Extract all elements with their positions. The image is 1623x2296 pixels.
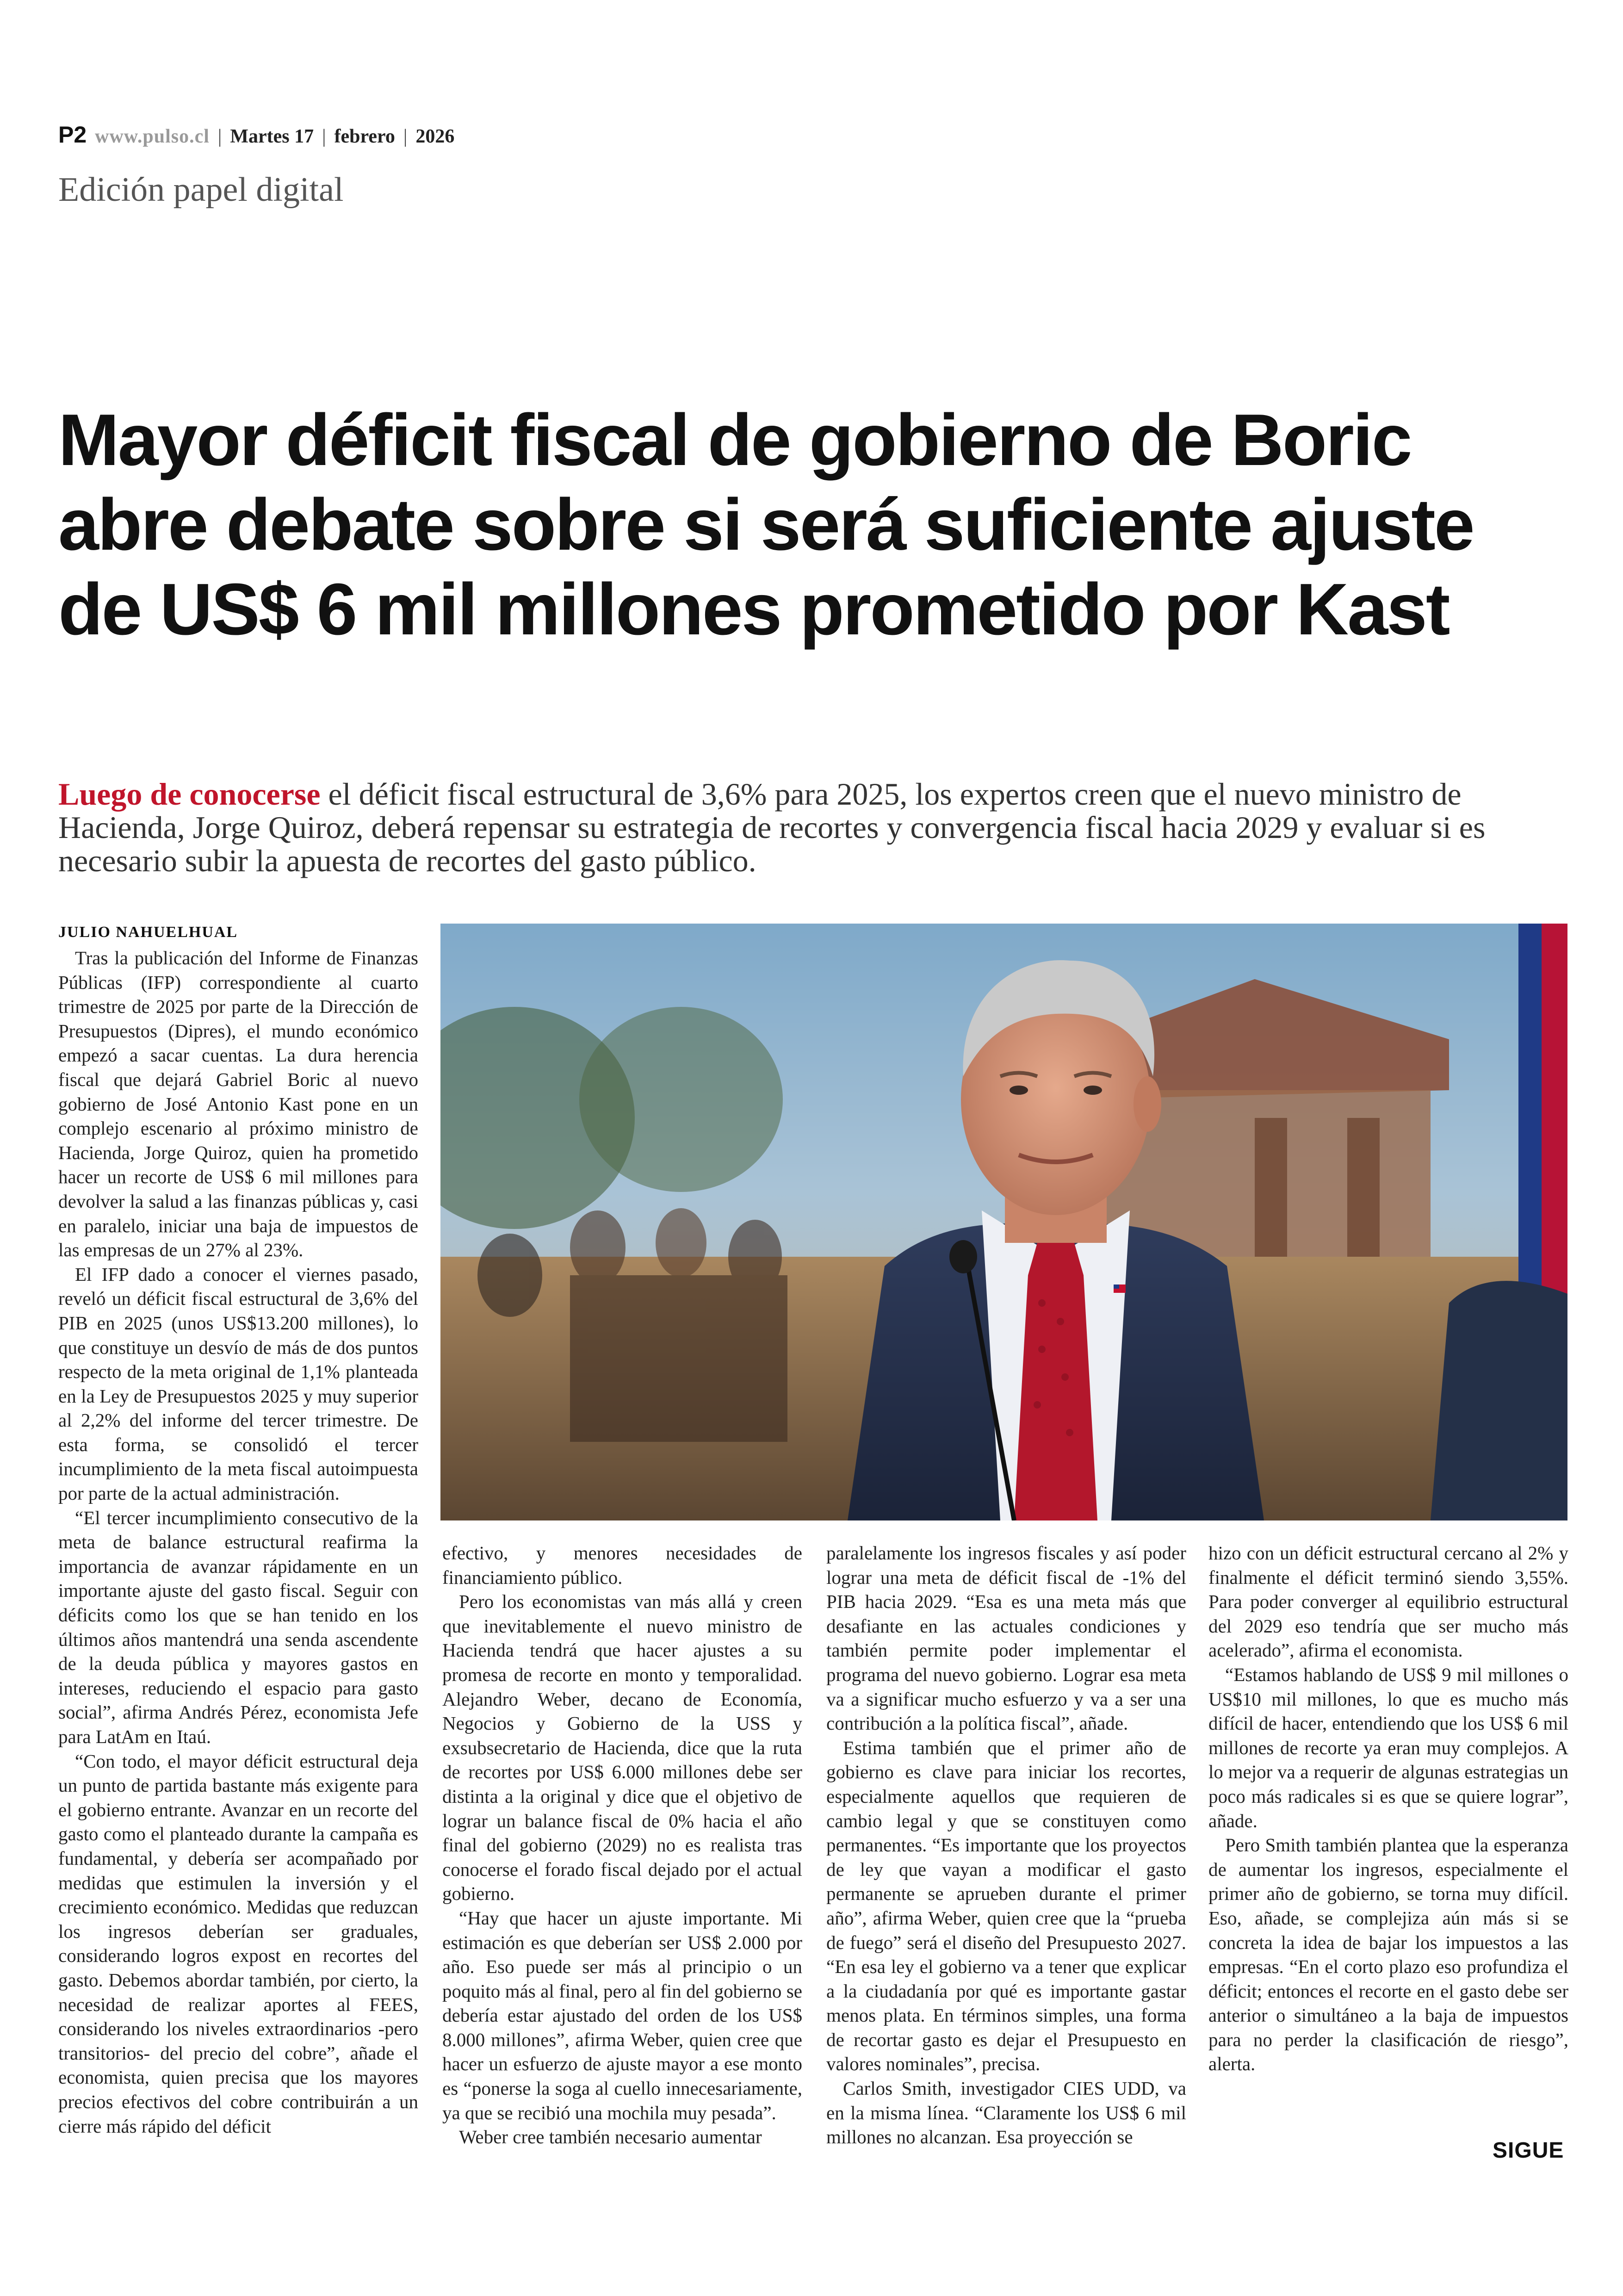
article-column-1 (58, 946, 418, 2177)
header-separator: | (403, 126, 408, 147)
header-separator: | (322, 126, 326, 147)
article-column-3 (826, 1541, 1186, 2170)
paragraph: efectivo, y menores necesidades de financiamiento público. (442, 1542, 802, 1588)
paragraph: Pero Smith también plantea que la esperanza de aumentar los ingresos, especialmente el primer año de gobierno, se torna muy difícil. Eso, añade, se complejiza aún más si se concreta la idea de bajar los impuestos a las empresas. “En el corto plazo eso profundiza el déficit; entonces el recorte en el gasto debe ser anterior o simultáneo a la baja de impuestos para no perder la clasificación de riesgo”, alerta. (1208, 1834, 1568, 2075)
paragraph: “El tercer incumplimiento consecutivo de la meta de balance estructural reafirma la importancia de avanzar rápidamente en un importante ajuste del gasto fiscal. Seguir con déficits como los que se han tenido en los últimos años mantendrá una senda ascendente de la deuda pública y mayores gastos en intereses, reduciendo el espacio para gasto social”, afirma Andrés Pérez, economista Jefe para LatAm en Itaú. (58, 1507, 418, 1747)
article-deck (58, 777, 1567, 877)
edition-label: Edición papel digital (58, 171, 344, 209)
paragraph: hizo con un déficit estructural cercano al 2% y finalmente el déficit terminó siendo 3,55%. Para poder converger al equilibrio estructural del 2029 eso tendría que ser mucho más acelerado”, afirma el economista. (1208, 1542, 1568, 1661)
site-url[interactable]: www.pulso.cl (95, 126, 210, 147)
byline: JULIO NAHUELHUAL (58, 924, 238, 941)
date-year: 2026 (415, 126, 455, 147)
article-column-2 (442, 1541, 802, 2170)
photo-illustration (440, 924, 1567, 1520)
continues-label[interactable]: SIGUE (1493, 2138, 1564, 2163)
paragraph: Estima también que el primer año de gobierno es clave para iniciar los recortes, especialmente aquellos que requieren de cambio legal y que se constituyen como permanentes. “Es importante que los proyectos de ley que vayan a modificar el gasto permanente se aprueben durante el primer año”, afirma Weber, quien cree que la “prueba de fuego” será el diseño del Presupuesto 2027. “En esa ley el gobierno va a tener que explicar a la ciudadanía por qué es importante gastar menos plata. En términos simples, una forma de recortar gasto es dejar el Presupuesto en valores nominales”, precisa. (826, 1737, 1186, 2075)
deck-lead: Luego de conocerse (58, 776, 321, 812)
paragraph: paralelamente los ingresos fiscales y así poder lograr una meta de déficit fiscal de -1% del PIB hacia 2029. “Esa es una meta más que desafiante en las actuales condiciones y también permite poder implementar el programa del nuevo gobierno. Lograr esa meta va a significar mucho esfuerzo y va a ser una contribución a la política fiscal”, añade. (826, 1542, 1186, 1734)
paragraph: Weber cree también necesario aumentar (459, 2126, 762, 2148)
paragraph: “Con todo, el mayor déficit estructural deja un punto de partida bastante más exigente para el gobierno entrante. Avanzar en un recorte del gasto como el planteado durante la campaña es fundamental, y debería ser acompañado por medidas que estimulen la inversión y el crecimiento económico. Medidas que reduzcan los ingresos deberían ser graduales, considerando logros expost en recortes del gasto. Debemos abordar también, por cierto, la necesidad de realizar aportes al FEES, considerando los niveles extraordinarios -pero transitorios- del precio del cobre”, añade el economista, quien precisa que los mayores precios efectivos del cobre contribuirán a un cierre más rápido del déficit (58, 1750, 418, 2137)
paragraph: “Estamos hablando de US$ 9 mil millones o US$10 mil millones, lo que es mucho más difícil de hacer, entendiendo que los US$ 6 mil millones de recorte ya eran muy complejos. A lo mejor va a requerir de algunas estrategias un poco más radicales si es que se quiere lograr”, añade. (1208, 1663, 1568, 1831)
date-month: febrero (334, 126, 395, 147)
paragraph: El IFP dado a conocer el viernes pasado, reveló un déficit fiscal estructural de 3,6% del PIB en 2025 (unos US$13.200 millones), lo que constituye un desvío de más de dos puntos respecto de la meta original de 1,1% planteada en la Ley de Presupuestos 2025 y muy superior al 2,2% del informe del tercer trimestre. De esta forma, se consolidó el tercer incumplimiento de la meta fiscal autoimpuesta por parte de la actual administración. (58, 1263, 418, 1504)
paragraph: Pero los economistas van más allá y creen que inevitablemente el nuevo ministro de Hacienda tendrá que hacer ajustes a su promesa de recorte en monto y temporalidad. Alejandro Weber, decano de Economía, Negocios y Gobierno de la USS y exsubsecretario de Hacienda, dice que la ruta de recortes por US$ 6.000 millones debe ser distinta a la original y dice que el objetivo de lograr un balance fiscal de 0% hacia el año final del gobierno (2029) no es realista tras conocerse el forado fiscal dejado por el actual gobierno. (442, 1591, 802, 1905)
date-day: Martes 17 (230, 126, 314, 147)
article-photo (440, 924, 1567, 1520)
page-header (58, 121, 454, 154)
paragraph: Carlos Smith, investigador CIES UDD, va en la misma línea. “Claramente los US$ 6 mil millones no alcanzan. Esa proyección se (826, 2078, 1186, 2148)
page-folio: P2 (58, 122, 87, 148)
header-separator: | (217, 126, 222, 147)
photo-second-person (1431, 1281, 1567, 1520)
paragraph: “Hay que hacer un ajuste importante. Mi estimación es que deberían ser US$ 2.000 por año. Eso puede ser más al principio o un poquito más al final, pero al fin del gobierno se debería estar ajustado del orden de los US$ 8.000 millones”, afirma Weber, quien cree que hacer un esfuerzo de ajuste mayor a ese monto es “ponerse la soga al cuello innecesariamente, ya que se recibió una mochila muy pesada”. (442, 1907, 802, 2123)
deck-text: el déficit fiscal estructural de 3,6% para 2025, los expertos creen que el nuevo ministro de Hacienda, Jorge Quiroz, deberá repensar su estrategia de recortes y convergencia fiscal hacia 2029 y evaluar si es necesario subir la apuesta de recortes del gasto público. (58, 776, 1486, 878)
article-column-4 (1208, 1541, 1568, 2142)
article-headline: Mayor déficit fiscal de gobierno de Boric abre debate sobre si será suficiente ajuste de US$ 6 mil millones prometido por Kast (58, 399, 1474, 650)
paragraph: Tras la publicación del Informe de Finanzas Públicas (IFP) correspondiente al cuarto trimestre de 2025 por parte de la Dirección de Presupuestos (Dipres), el mundo económico empezó a sacar cuentas. La dura herencia fiscal que dejará Gabriel Boric al nuevo gobierno de José Antonio Kast pone en un complejo escenario al próximo ministro de Hacienda, Jorge Quiroz, quien ha prometido hacer un recorte de US$ 6 mil millones para devolver la salud a las finanzas públicas y, casi en paralelo, iniciar una baja de impuestos de las empresas de un 27% al 23%. (58, 947, 418, 1261)
